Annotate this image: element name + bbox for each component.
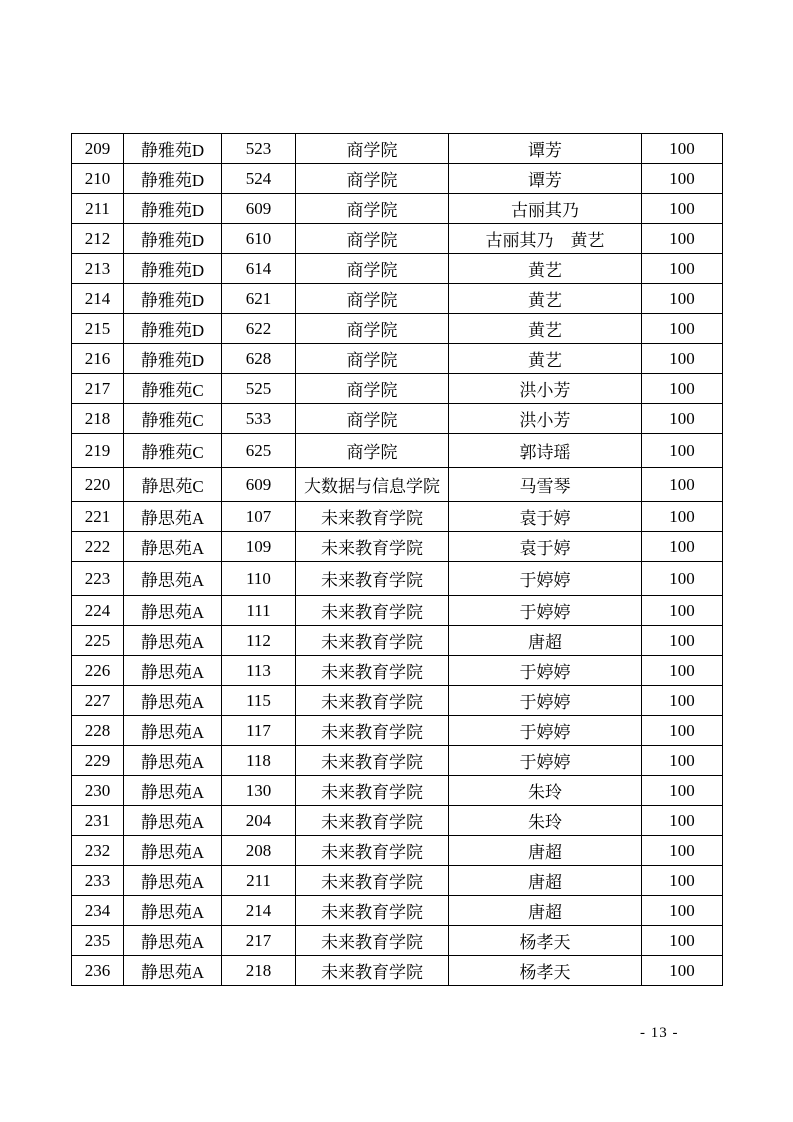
score-cell: 100 <box>642 956 723 986</box>
row-number-cell: 222 <box>72 532 124 562</box>
room-number-cell: 609 <box>222 194 296 224</box>
room-number-cell: 130 <box>222 776 296 806</box>
score-cell: 100 <box>642 314 723 344</box>
building-cell: 静思苑A <box>124 866 222 896</box>
score-cell: 100 <box>642 716 723 746</box>
building-cell: 静思苑A <box>124 836 222 866</box>
table-row <box>72 314 723 344</box>
score-cell: 100 <box>642 926 723 956</box>
room-number-cell: 113 <box>222 656 296 686</box>
room-number-cell: 614 <box>222 254 296 284</box>
college-cell: 商学院 <box>296 434 449 468</box>
college-cell: 未来教育学院 <box>296 502 449 532</box>
room-number-cell: 112 <box>222 626 296 656</box>
person-in-charge-cell: 黄艺 <box>449 344 642 374</box>
row-number-cell: 225 <box>72 626 124 656</box>
person-in-charge-cell: 谭芳 <box>449 164 642 194</box>
room-number-cell: 625 <box>222 434 296 468</box>
score-cell: 100 <box>642 866 723 896</box>
row-number-cell: 213 <box>72 254 124 284</box>
building-cell: 静思苑C <box>124 468 222 502</box>
building-cell: 静雅苑C <box>124 374 222 404</box>
table-body <box>72 134 723 986</box>
row-number-cell: 224 <box>72 596 124 626</box>
row-number-cell: 215 <box>72 314 124 344</box>
score-cell: 100 <box>642 404 723 434</box>
row-number-cell: 220 <box>72 468 124 502</box>
building-cell: 静雅苑D <box>124 254 222 284</box>
college-cell: 商学院 <box>296 284 449 314</box>
college-cell: 未来教育学院 <box>296 806 449 836</box>
row-number-cell: 229 <box>72 746 124 776</box>
building-cell: 静思苑A <box>124 656 222 686</box>
building-cell: 静雅苑D <box>124 134 222 164</box>
building-cell: 静思苑A <box>124 776 222 806</box>
score-cell: 100 <box>642 686 723 716</box>
table-row <box>72 284 723 314</box>
college-cell: 未来教育学院 <box>296 746 449 776</box>
building-cell: 静思苑A <box>124 686 222 716</box>
room-number-cell: 110 <box>222 562 296 596</box>
score-cell: 100 <box>642 468 723 502</box>
table-row <box>72 434 723 468</box>
person-in-charge-cell: 于婷婷 <box>449 596 642 626</box>
row-number-cell: 231 <box>72 806 124 836</box>
college-cell: 未来教育学院 <box>296 562 449 596</box>
table-row <box>72 956 723 986</box>
score-cell: 100 <box>642 502 723 532</box>
building-cell: 静思苑A <box>124 896 222 926</box>
college-cell: 商学院 <box>296 164 449 194</box>
page-number: - 13 - <box>640 1025 679 1041</box>
building-cell: 静雅苑D <box>124 164 222 194</box>
college-cell: 商学院 <box>296 374 449 404</box>
person-in-charge-cell: 马雪琴 <box>449 468 642 502</box>
room-number-cell: 524 <box>222 164 296 194</box>
person-in-charge-cell: 古丽其乃 黄艺 <box>449 224 642 254</box>
score-cell: 100 <box>642 896 723 926</box>
person-in-charge-cell: 黄艺 <box>449 314 642 344</box>
person-in-charge-cell: 唐超 <box>449 896 642 926</box>
college-cell: 未来教育学院 <box>296 656 449 686</box>
room-number-cell: 609 <box>222 468 296 502</box>
room-number-cell: 533 <box>222 404 296 434</box>
score-cell: 100 <box>642 224 723 254</box>
person-in-charge-cell: 谭芳 <box>449 134 642 164</box>
table-row <box>72 896 723 926</box>
college-cell: 商学院 <box>296 224 449 254</box>
room-number-cell: 107 <box>222 502 296 532</box>
college-cell: 未来教育学院 <box>296 596 449 626</box>
score-cell: 100 <box>642 374 723 404</box>
person-in-charge-cell: 于婷婷 <box>449 656 642 686</box>
table-row <box>72 926 723 956</box>
person-in-charge-cell: 朱玲 <box>449 776 642 806</box>
table-row <box>72 532 723 562</box>
building-cell: 静思苑A <box>124 562 222 596</box>
person-in-charge-cell: 于婷婷 <box>449 746 642 776</box>
row-number-cell: 212 <box>72 224 124 254</box>
building-cell: 静思苑A <box>124 956 222 986</box>
person-in-charge-cell: 袁于婷 <box>449 532 642 562</box>
college-cell: 商学院 <box>296 404 449 434</box>
building-cell: 静雅苑D <box>124 224 222 254</box>
college-cell: 未来教育学院 <box>296 896 449 926</box>
room-number-cell: 621 <box>222 284 296 314</box>
room-number-cell: 217 <box>222 926 296 956</box>
college-cell: 未来教育学院 <box>296 866 449 896</box>
room-number-cell: 204 <box>222 806 296 836</box>
row-number-cell: 228 <box>72 716 124 746</box>
person-in-charge-cell: 洪小芳 <box>449 374 642 404</box>
building-cell: 静雅苑D <box>124 314 222 344</box>
row-number-cell: 221 <box>72 502 124 532</box>
table-row <box>72 224 723 254</box>
table-row <box>72 502 723 532</box>
room-number-cell: 622 <box>222 314 296 344</box>
person-in-charge-cell: 郭诗瑶 <box>449 434 642 468</box>
building-cell: 静思苑A <box>124 626 222 656</box>
college-cell: 商学院 <box>296 254 449 284</box>
person-in-charge-cell: 杨孝天 <box>449 926 642 956</box>
table-row <box>72 656 723 686</box>
score-cell: 100 <box>642 194 723 224</box>
score-cell: 100 <box>642 806 723 836</box>
person-in-charge-cell: 于婷婷 <box>449 686 642 716</box>
score-cell: 100 <box>642 164 723 194</box>
building-cell: 静雅苑C <box>124 404 222 434</box>
table-row <box>72 254 723 284</box>
room-number-cell: 117 <box>222 716 296 746</box>
room-number-cell: 115 <box>222 686 296 716</box>
college-cell: 商学院 <box>296 134 449 164</box>
score-cell: 100 <box>642 134 723 164</box>
row-number-cell: 233 <box>72 866 124 896</box>
college-cell: 商学院 <box>296 314 449 344</box>
person-in-charge-cell: 唐超 <box>449 836 642 866</box>
row-number-cell: 216 <box>72 344 124 374</box>
room-number-cell: 523 <box>222 134 296 164</box>
person-in-charge-cell: 古丽其乃 <box>449 194 642 224</box>
score-cell: 100 <box>642 562 723 596</box>
row-number-cell: 232 <box>72 836 124 866</box>
score-cell: 100 <box>642 284 723 314</box>
building-cell: 静思苑A <box>124 596 222 626</box>
table-row <box>72 806 723 836</box>
table-row <box>72 746 723 776</box>
row-number-cell: 214 <box>72 284 124 314</box>
room-number-cell: 211 <box>222 866 296 896</box>
building-cell: 静思苑A <box>124 502 222 532</box>
row-number-cell: 230 <box>72 776 124 806</box>
inspection-table <box>71 133 723 986</box>
row-number-cell: 235 <box>72 926 124 956</box>
room-number-cell: 525 <box>222 374 296 404</box>
building-cell: 静思苑A <box>124 926 222 956</box>
building-cell: 静思苑A <box>124 716 222 746</box>
table-row <box>72 164 723 194</box>
row-number-cell: 223 <box>72 562 124 596</box>
row-number-cell: 209 <box>72 134 124 164</box>
room-number-cell: 610 <box>222 224 296 254</box>
table-row <box>72 716 723 746</box>
room-number-cell: 214 <box>222 896 296 926</box>
table-row <box>72 686 723 716</box>
college-cell: 商学院 <box>296 344 449 374</box>
row-number-cell: 217 <box>72 374 124 404</box>
person-in-charge-cell: 唐超 <box>449 866 642 896</box>
row-number-cell: 227 <box>72 686 124 716</box>
table-row <box>72 836 723 866</box>
building-cell: 静雅苑D <box>124 194 222 224</box>
college-cell: 未来教育学院 <box>296 836 449 866</box>
college-cell: 未来教育学院 <box>296 686 449 716</box>
college-cell: 未来教育学院 <box>296 626 449 656</box>
row-number-cell: 234 <box>72 896 124 926</box>
college-cell: 未来教育学院 <box>296 532 449 562</box>
person-in-charge-cell: 于婷婷 <box>449 562 642 596</box>
score-cell: 100 <box>642 836 723 866</box>
score-cell: 100 <box>642 626 723 656</box>
table-row <box>72 374 723 404</box>
row-number-cell: 226 <box>72 656 124 686</box>
score-cell: 100 <box>642 434 723 468</box>
table-row <box>72 776 723 806</box>
score-cell: 100 <box>642 746 723 776</box>
row-number-cell: 219 <box>72 434 124 468</box>
table-row <box>72 562 723 596</box>
person-in-charge-cell: 黄艺 <box>449 254 642 284</box>
row-number-cell: 236 <box>72 956 124 986</box>
score-cell: 100 <box>642 776 723 806</box>
college-cell: 大数据与信息学院 <box>296 468 449 502</box>
building-cell: 静思苑A <box>124 532 222 562</box>
room-number-cell: 628 <box>222 344 296 374</box>
score-cell: 100 <box>642 532 723 562</box>
score-cell: 100 <box>642 254 723 284</box>
room-number-cell: 218 <box>222 956 296 986</box>
room-number-cell: 109 <box>222 532 296 562</box>
building-cell: 静思苑A <box>124 806 222 836</box>
person-in-charge-cell: 洪小芳 <box>449 404 642 434</box>
table-row <box>72 866 723 896</box>
college-cell: 商学院 <box>296 194 449 224</box>
score-cell: 100 <box>642 596 723 626</box>
room-number-cell: 111 <box>222 596 296 626</box>
table-row <box>72 596 723 626</box>
table-row <box>72 468 723 502</box>
college-cell: 未来教育学院 <box>296 956 449 986</box>
college-cell: 未来教育学院 <box>296 776 449 806</box>
score-cell: 100 <box>642 344 723 374</box>
score-cell: 100 <box>642 656 723 686</box>
college-cell: 未来教育学院 <box>296 716 449 746</box>
person-in-charge-cell: 朱玲 <box>449 806 642 836</box>
room-number-cell: 208 <box>222 836 296 866</box>
college-cell: 未来教育学院 <box>296 926 449 956</box>
person-in-charge-cell: 于婷婷 <box>449 716 642 746</box>
building-cell: 静雅苑C <box>124 434 222 468</box>
room-number-cell: 118 <box>222 746 296 776</box>
row-number-cell: 211 <box>72 194 124 224</box>
table-row <box>72 134 723 164</box>
building-cell: 静雅苑D <box>124 284 222 314</box>
person-in-charge-cell: 黄艺 <box>449 284 642 314</box>
person-in-charge-cell: 唐超 <box>449 626 642 656</box>
table-row <box>72 404 723 434</box>
row-number-cell: 218 <box>72 404 124 434</box>
building-cell: 静思苑A <box>124 746 222 776</box>
person-in-charge-cell: 袁于婷 <box>449 502 642 532</box>
row-number-cell: 210 <box>72 164 124 194</box>
table-row <box>72 194 723 224</box>
person-in-charge-cell: 杨孝天 <box>449 956 642 986</box>
table-row <box>72 344 723 374</box>
building-cell: 静雅苑D <box>124 344 222 374</box>
table-row <box>72 626 723 656</box>
